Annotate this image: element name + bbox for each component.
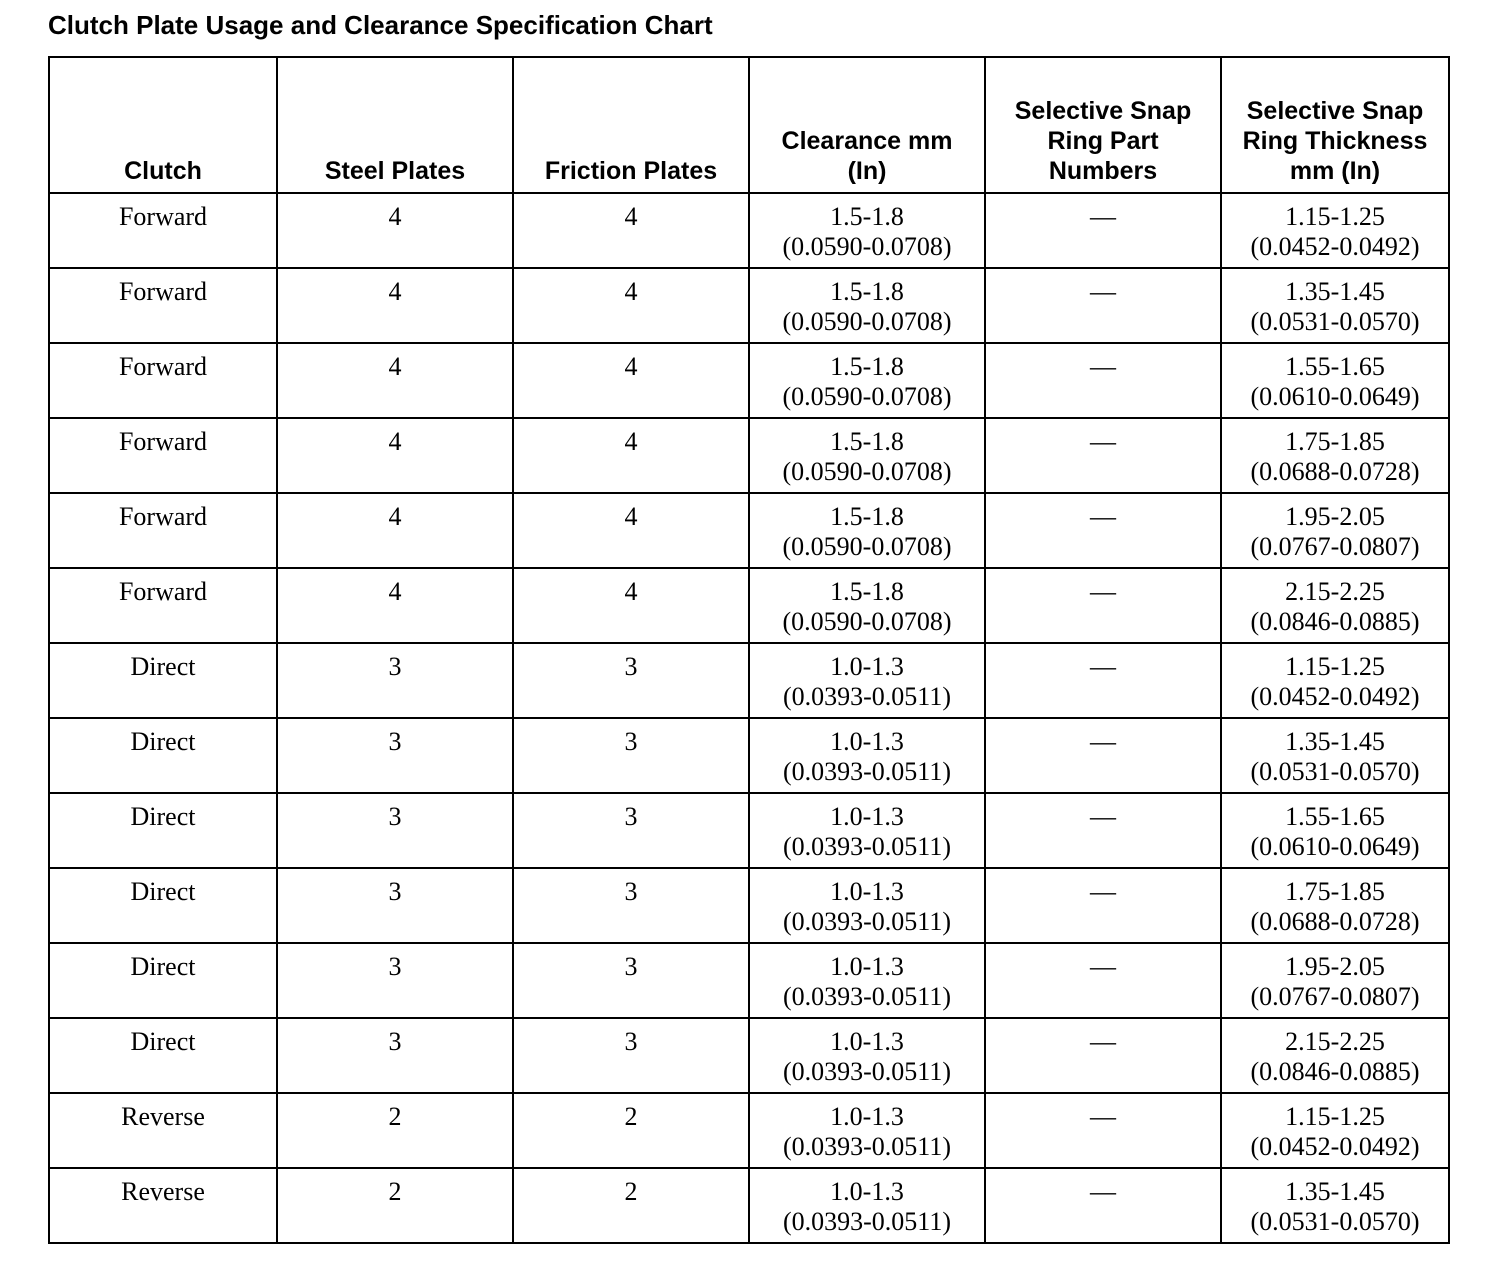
- part-number-dash: —: [1090, 727, 1116, 756]
- friction-plates-cell: 4: [513, 343, 749, 418]
- clearance-mm: 1.0-1.3: [830, 727, 904, 756]
- clearance-mm: 1.0-1.3: [830, 952, 904, 981]
- part-number-dash: —: [1090, 877, 1116, 906]
- friction-plates-cell: 4: [513, 268, 749, 343]
- steel-plates-cell: 3: [277, 943, 513, 1018]
- clearance-in: (0.0590-0.0708): [782, 532, 952, 561]
- clearance-in: (0.0393-0.0511): [782, 1132, 951, 1161]
- friction-plates-cell: 4: [513, 418, 749, 493]
- thickness-mm: 1.55-1.65: [1285, 352, 1385, 381]
- part-number-dash: —: [1090, 652, 1116, 681]
- thickness-mm: 1.35-1.45: [1285, 277, 1385, 306]
- table-row: [49, 268, 1449, 343]
- thickness-in: (0.0767-0.0807): [1250, 982, 1420, 1011]
- friction-plates-cell: 3: [513, 943, 749, 1018]
- snap-ring-thickness-cell: [1221, 943, 1449, 1018]
- clearance-in: (0.0590-0.0708): [782, 607, 952, 636]
- friction-plates-cell: 2: [513, 1168, 749, 1243]
- clutch-cell: Direct: [49, 718, 277, 793]
- clutch-cell: Forward: [49, 418, 277, 493]
- clearance-cell: [749, 1018, 985, 1093]
- clutch-cell: Forward: [49, 193, 277, 268]
- clearance-cell: [749, 343, 985, 418]
- friction-plates-cell: 3: [513, 643, 749, 718]
- clearance-mm: 1.5-1.8: [830, 202, 904, 231]
- header-friction-plates: Friction Plates: [513, 57, 749, 193]
- header-clutch: Clutch: [49, 57, 277, 193]
- snap-ring-thickness-cell: [1221, 493, 1449, 568]
- snap-ring-thickness-cell: [1221, 718, 1449, 793]
- thickness-mm: 1.75-1.85: [1285, 877, 1385, 906]
- part-number-dash: —: [1090, 1102, 1116, 1131]
- part-number-dash: —: [1090, 202, 1116, 231]
- thickness-mm: 2.15-2.25: [1285, 577, 1385, 606]
- steel-plates-cell: 3: [277, 868, 513, 943]
- steel-plates-cell: 3: [277, 643, 513, 718]
- snap-ring-part-cell: [985, 943, 1221, 1018]
- thickness-mm: 1.35-1.45: [1285, 727, 1385, 756]
- part-number-dash: —: [1090, 352, 1116, 381]
- snap-ring-part-cell: [985, 343, 1221, 418]
- part-number-dash: —: [1090, 502, 1116, 531]
- snap-ring-thickness-cell: [1221, 568, 1449, 643]
- snap-ring-thickness-cell: [1221, 418, 1449, 493]
- thickness-in: (0.0452-0.0492): [1250, 682, 1420, 711]
- table-row: [49, 868, 1449, 943]
- clearance-cell: [749, 493, 985, 568]
- friction-plates-cell: 4: [513, 193, 749, 268]
- snap-ring-part-cell: [985, 1018, 1221, 1093]
- snap-ring-thickness-cell: [1221, 193, 1449, 268]
- header-snap-ring-thickness: Selective Snap Ring Thickness mm (In): [1221, 57, 1449, 193]
- clearance-mm: 1.5-1.8: [830, 502, 904, 531]
- clutch-cell: Reverse: [49, 1093, 277, 1168]
- clearance-in: (0.0393-0.0511): [782, 907, 951, 936]
- clearance-mm: 1.0-1.3: [830, 802, 904, 831]
- snap-ring-part-cell: [985, 493, 1221, 568]
- header-row: [49, 57, 1449, 193]
- clearance-cell: [749, 943, 985, 1018]
- thickness-in: (0.0688-0.0728): [1250, 457, 1420, 486]
- steel-plates-cell: 3: [277, 1018, 513, 1093]
- clutch-cell: Direct: [49, 1018, 277, 1093]
- table-row: [49, 1018, 1449, 1093]
- header-clearance: Clearance mm (In): [749, 57, 985, 193]
- snap-ring-thickness-cell: [1221, 1168, 1449, 1243]
- snap-ring-part-cell: [985, 193, 1221, 268]
- snap-ring-part-cell: [985, 568, 1221, 643]
- clutch-cell: Direct: [49, 943, 277, 1018]
- thickness-in: (0.0610-0.0649): [1250, 382, 1420, 411]
- clearance-mm: 1.0-1.3: [830, 1102, 904, 1131]
- table-row: [49, 1093, 1449, 1168]
- snap-ring-part-cell: [985, 868, 1221, 943]
- thickness-in: (0.0531-0.0570): [1250, 1207, 1420, 1236]
- snap-ring-thickness-cell: [1221, 868, 1449, 943]
- steel-plates-cell: 4: [277, 493, 513, 568]
- steel-plates-cell: 2: [277, 1093, 513, 1168]
- thickness-mm: 1.95-2.05: [1285, 952, 1385, 981]
- clutch-cell: Direct: [49, 643, 277, 718]
- snap-ring-part-cell: [985, 643, 1221, 718]
- thickness-in: (0.0688-0.0728): [1250, 907, 1420, 936]
- steel-plates-cell: 3: [277, 718, 513, 793]
- thickness-mm: 1.15-1.25: [1285, 202, 1385, 231]
- clutch-cell: Forward: [49, 343, 277, 418]
- clearance-mm: 1.0-1.3: [830, 877, 904, 906]
- clearance-in: (0.0393-0.0511): [782, 757, 951, 786]
- part-number-dash: —: [1090, 277, 1116, 306]
- page-title: Clutch Plate Usage and Clearance Specification Chart: [48, 10, 713, 40]
- part-number-dash: —: [1090, 1177, 1116, 1206]
- thickness-mm: 2.15-2.25: [1285, 1027, 1385, 1056]
- clearance-cell: [749, 1168, 985, 1243]
- steel-plates-cell: 3: [277, 793, 513, 868]
- clearance-cell: [749, 793, 985, 868]
- clearance-in: (0.0393-0.0511): [782, 832, 951, 861]
- snap-ring-part-cell: [985, 1168, 1221, 1243]
- steel-plates-cell: 4: [277, 343, 513, 418]
- snap-ring-part-cell: [985, 718, 1221, 793]
- snap-ring-thickness-cell: [1221, 268, 1449, 343]
- table-row: [49, 193, 1449, 268]
- table-row: [49, 418, 1449, 493]
- snap-ring-part-cell: [985, 268, 1221, 343]
- clutch-cell: Direct: [49, 868, 277, 943]
- steel-plates-cell: 4: [277, 568, 513, 643]
- thickness-mm: 1.95-2.05: [1285, 502, 1385, 531]
- clearance-mm: 1.5-1.8: [830, 577, 904, 606]
- snap-ring-thickness-cell: [1221, 1093, 1449, 1168]
- clutch-cell: Forward: [49, 268, 277, 343]
- table-row: [49, 568, 1449, 643]
- clutch-cell: Reverse: [49, 1168, 277, 1243]
- clearance-cell: [749, 568, 985, 643]
- clutch-cell: Direct: [49, 793, 277, 868]
- clearance-in: (0.0590-0.0708): [782, 232, 952, 261]
- friction-plates-cell: 3: [513, 868, 749, 943]
- table-body: [49, 193, 1449, 1243]
- steel-plates-cell: 4: [277, 268, 513, 343]
- thickness-in: (0.0452-0.0492): [1250, 232, 1420, 261]
- clutch-cell: Forward: [49, 568, 277, 643]
- clearance-in: (0.0393-0.0511): [782, 1207, 951, 1236]
- clearance-mm: 1.0-1.3: [830, 652, 904, 681]
- table-row: [49, 493, 1449, 568]
- clutch-spec-table: [48, 56, 1450, 1244]
- friction-plates-cell: 3: [513, 793, 749, 868]
- thickness-mm: 1.15-1.25: [1285, 652, 1385, 681]
- clearance-cell: [749, 868, 985, 943]
- clearance-cell: [749, 268, 985, 343]
- friction-plates-cell: 4: [513, 568, 749, 643]
- clearance-in: (0.0590-0.0708): [782, 457, 952, 486]
- thickness-in: (0.0452-0.0492): [1250, 1132, 1420, 1161]
- clearance-cell: [749, 643, 985, 718]
- snap-ring-thickness-cell: [1221, 1018, 1449, 1093]
- thickness-in: (0.0846-0.0885): [1250, 1057, 1420, 1086]
- clearance-in: (0.0393-0.0511): [782, 982, 951, 1011]
- clearance-cell: [749, 418, 985, 493]
- thickness-in: (0.0767-0.0807): [1250, 532, 1420, 561]
- clearance-mm: 1.5-1.8: [830, 427, 904, 456]
- table-row: [49, 718, 1449, 793]
- clearance-in: (0.0590-0.0708): [782, 382, 952, 411]
- clearance-mm: 1.5-1.8: [830, 352, 904, 381]
- clearance-mm: 1.0-1.3: [830, 1027, 904, 1056]
- table-row: [49, 643, 1449, 718]
- snap-ring-part-cell: [985, 793, 1221, 868]
- clearance-cell: [749, 718, 985, 793]
- table-row: [49, 943, 1449, 1018]
- header-steel-plates: Steel Plates: [277, 57, 513, 193]
- thickness-in: (0.0610-0.0649): [1250, 832, 1420, 861]
- clearance-cell: [749, 193, 985, 268]
- snap-ring-part-cell: [985, 418, 1221, 493]
- clearance-mm: 1.5-1.8: [830, 277, 904, 306]
- clutch-cell: Forward: [49, 493, 277, 568]
- thickness-mm: 1.75-1.85: [1285, 427, 1385, 456]
- part-number-dash: —: [1090, 802, 1116, 831]
- clearance-in: (0.0393-0.0511): [782, 1057, 951, 1086]
- part-number-dash: —: [1090, 427, 1116, 456]
- friction-plates-cell: 4: [513, 493, 749, 568]
- snap-ring-thickness-cell: [1221, 643, 1449, 718]
- thickness-in: (0.0846-0.0885): [1250, 607, 1420, 636]
- part-number-dash: —: [1090, 577, 1116, 606]
- clearance-in: (0.0393-0.0511): [782, 682, 951, 711]
- table-row: [49, 1168, 1449, 1243]
- steel-plates-cell: 2: [277, 1168, 513, 1243]
- thickness-mm: 1.55-1.65: [1285, 802, 1385, 831]
- table-row: [49, 793, 1449, 868]
- clearance-mm: 1.0-1.3: [830, 1177, 904, 1206]
- part-number-dash: —: [1090, 952, 1116, 981]
- thickness-mm: 1.15-1.25: [1285, 1102, 1385, 1131]
- table-row: [49, 343, 1449, 418]
- thickness-in: (0.0531-0.0570): [1250, 757, 1420, 786]
- thickness-mm: 1.35-1.45: [1285, 1177, 1385, 1206]
- clearance-cell: [749, 1093, 985, 1168]
- snap-ring-thickness-cell: [1221, 343, 1449, 418]
- steel-plates-cell: 4: [277, 418, 513, 493]
- clearance-in: (0.0590-0.0708): [782, 307, 952, 336]
- header-snap-ring-part-numbers: Selective Snap Ring Part Numbers: [985, 57, 1221, 193]
- friction-plates-cell: 3: [513, 1018, 749, 1093]
- part-number-dash: —: [1090, 1027, 1116, 1056]
- snap-ring-part-cell: [985, 1093, 1221, 1168]
- steel-plates-cell: 4: [277, 193, 513, 268]
- friction-plates-cell: 3: [513, 718, 749, 793]
- friction-plates-cell: 2: [513, 1093, 749, 1168]
- snap-ring-thickness-cell: [1221, 793, 1449, 868]
- thickness-in: (0.0531-0.0570): [1250, 307, 1420, 336]
